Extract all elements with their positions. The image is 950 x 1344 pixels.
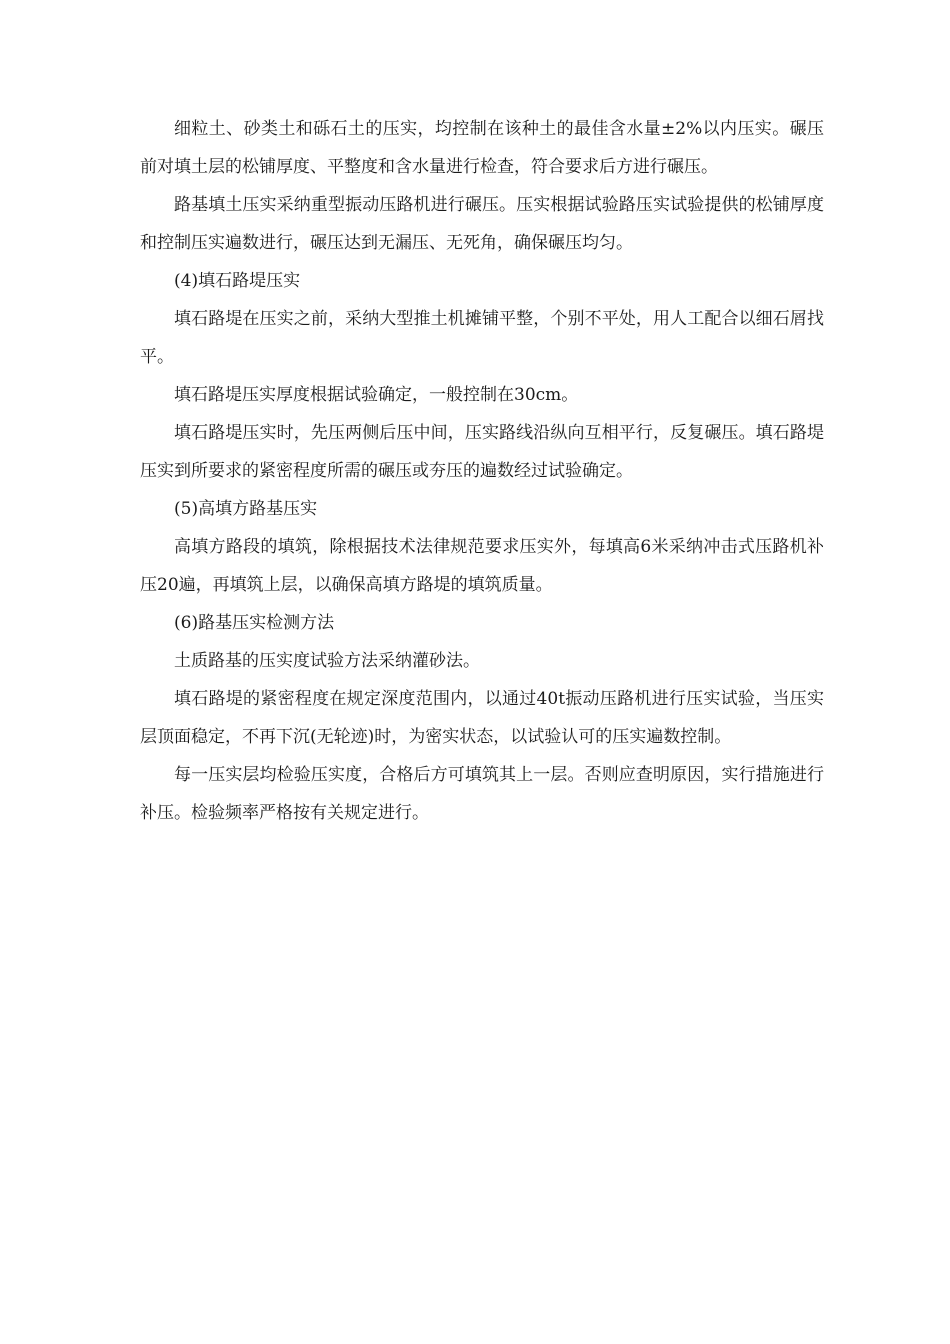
heading-high-fill: (5)高填方路基压实 [174, 499, 318, 519]
paragraph-roller-compaction: 路基填土压实采纳重型振动压路机进行碾压。压实根据试验路压实试验提供的松铺厚度和控制压实遍数进行，碾压达到无漏压、无死角，确保碾压均匀。 [140, 195, 824, 253]
heading-compaction-testing: (6)路基压实检测方法 [174, 613, 335, 633]
paragraph-rockfill-density: 填石路堤的紧密程度在规定深度范围内，以通过40t振动压路机进行压实试验，当压实层顶面稳定，不再下沉(无轮迹)时，为密实状态，以试验认可的压实遍数控制。 [140, 689, 824, 747]
paragraph-rockfill-leveling: 填石路堤在压实之前，采纳大型推土机摊铺平整，个别不平处，用人工配合以细石屑找平。 [140, 309, 824, 367]
paragraph-compaction-moisture: 细粒土、砂类土和砾石土的压实，均控制在该种土的最佳含水量±2%以内压实。碾压前对填土层的松铺厚度、平整度和含水量进行检查，符合要求后方进行碾压。 [140, 119, 824, 177]
document-body [140, 110, 824, 832]
paragraph-high-fill: 高填方路段的填筑，除根据技术法律规范要求压实外，每填高6米采纳冲击式压路机补压20遍，再填筑上层，以确保高填方路堤的填筑质量。 [140, 537, 824, 595]
paragraph-rockfill-thickness: 填石路堤压实厚度根据试验确定，一般控制在30cm。 [174, 385, 579, 405]
heading-rockfill-embankment: (4)填石路堤压实 [174, 271, 301, 291]
paragraph-rockfill-rolling: 填石路堤压实时，先压两侧后压中间，压实路线沿纵向互相平行，反复碾压。填石路堤压实到所要求的紧密程度所需的碾压或夯压的遍数经过试验确定。 [140, 423, 824, 481]
paragraph-layer-inspection: 每一压实层均检验压实度，合格后方可填筑其上一层。否则应查明原因，实行措施进行补压。检验频率严格按有关规定进行。 [140, 765, 824, 823]
paragraph-sand-cone-method: 土质路基的压实度试验方法采纳灌砂法。 [174, 651, 480, 671]
